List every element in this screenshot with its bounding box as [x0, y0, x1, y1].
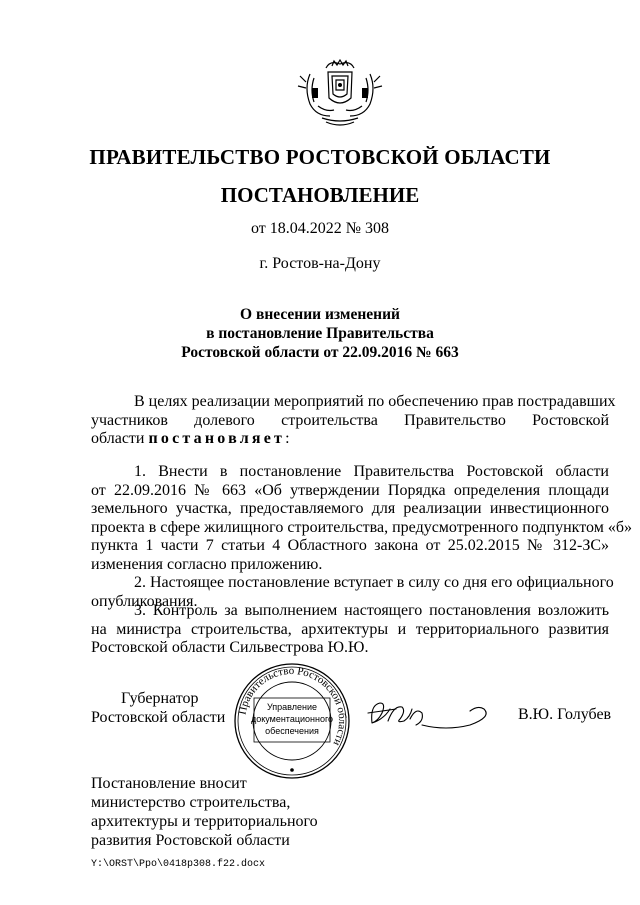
subject-line: О внесении изменений [240, 306, 400, 323]
paragraph-line: пункта 1 части 7 статьи 4 Областного закона от 25.02.2015 № 312-ЗС» [91, 537, 609, 554]
file-path: Y:\ORST\Ppo\0418p308.f22.docx [91, 859, 266, 870]
paragraph-line: изменения согласно приложению. [91, 555, 323, 573]
document-subject [0, 305, 640, 362]
stamp-center-line: документационного [250, 714, 334, 724]
organization-title: ПРАВИТЕЛЬСТВО РОСТОВСКОЙ ОБЛАСТИ [89, 145, 551, 169]
stamp-center-line: Управление [266, 702, 318, 712]
document-type-title: ПОСТАНОВЛЕНИЕ [220, 183, 420, 207]
resolution-keyword: постановляет [148, 430, 286, 447]
subject-line: в постановление Правительства [206, 325, 434, 342]
footer-line: министерство строительства, [91, 794, 291, 811]
official-stamp [228, 662, 356, 780]
handwritten-signature [366, 695, 496, 733]
footer-line: Постановление вносит [91, 775, 247, 792]
subject-line: Ростовской области от 22.09.2016 № 663 [181, 344, 459, 361]
paragraph-line: земельного участка, предоставляемого для реализации инвестиционного [91, 500, 609, 517]
paragraph-line: опубликования. [91, 592, 198, 610]
preamble-text: области [91, 430, 149, 447]
item-3-paragraph [91, 602, 609, 658]
footer-line: развития Ростовской области [91, 832, 290, 849]
document-date-number: от 18.04.2022 № 308 [250, 220, 390, 237]
paragraph-line: 2. Настоящее постановление вступает в силу со дня его официального [134, 574, 614, 591]
paragraph-line: Ростовской области Сильвестрова Ю.Ю. [91, 639, 369, 656]
submitting-body-note [91, 774, 318, 850]
paragraph-line: В целях реализации мероприятий по обеспечению прав пострадавших [134, 393, 616, 410]
signer-name: В.Ю. Голубев [518, 706, 612, 723]
coat-of-arms-emblem [296, 58, 384, 130]
item-1-paragraph [91, 463, 632, 574]
paragraph-line: от 22.09.2016 № 663 «Об утверждении Порядка определения площади [91, 481, 609, 499]
footer-line: архитектуры и территориального [91, 813, 318, 830]
position-line: Губернатор [121, 690, 199, 707]
paragraph-line: 3. Контроль за выполнением настоящего постановления возложить [134, 602, 609, 619]
preamble-colon: : [285, 430, 290, 447]
paragraph-line: проекта в сфере жилищного строительства, предусмотренного подпунктом «б» [91, 518, 632, 536]
paragraph-line [91, 430, 609, 449]
paragraph-line: на министра строительства, архитектуры и территориального развития [91, 620, 609, 638]
document-city: г. Ростов-на-Дону [259, 255, 381, 272]
signatory-position [91, 689, 225, 727]
preamble-paragraph [91, 393, 616, 449]
paragraph-line: участников долевого строительства Правительство Ростовской [91, 411, 609, 429]
stamp-ring-text: Правительство Ростовской области [236, 664, 349, 748]
paragraph-line: 1. Внести в постановление Правительства Ростовской области [134, 463, 609, 480]
stamp-center-line: обеспечения [265, 726, 319, 736]
position-line: Ростовской области [91, 709, 226, 726]
